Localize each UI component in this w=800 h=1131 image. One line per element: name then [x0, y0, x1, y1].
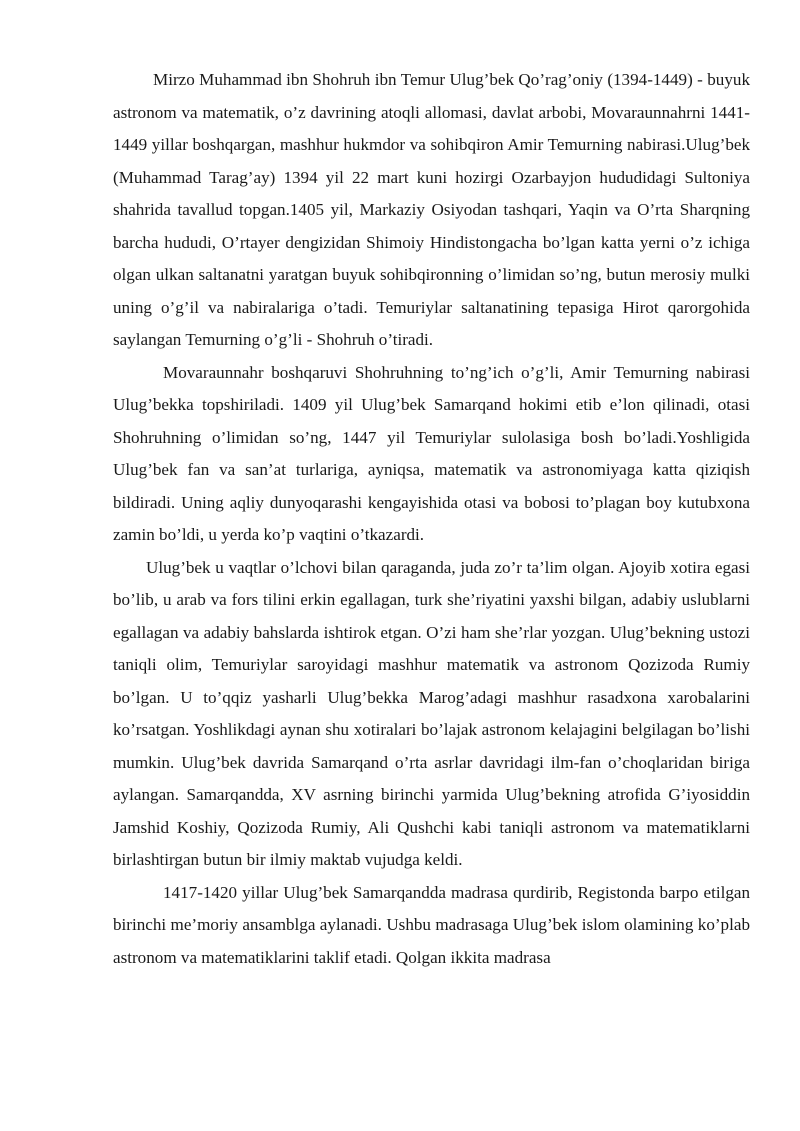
paragraph-2: Movaraunnahr boshqaruvi Shohruhning to’ng’ich o’g’li, Amir Temurning nabirasi Ulug’bekka topshiriladi. 1409 yil Ulug’bek Samarqand hokimi etib e’lon qilinadi, otasi Shohruhning o’limidan so’ng, 1447 yil Temuriylar sulolasiga bosh bo’ladi.Yoshligida Ulug’bek fan va san’at turlariga, ayniqsa, matematik va astronomiyaga katta qiziqish bildiradi. Uning aqliy dunyoqarashi kengayishida otasi va bobosi to’plagan boy kutubxona zamin bo’ldi, u yerda ko’p vaqtini o’tkazardi.: [113, 362, 750, 544]
document-page: [113, 64, 750, 974]
paragraph-4: 1417-1420 yillar Ulug’bek Samarqandda madrasa qurdirib, Registonda barpo etilgan birinchi me’moriy ansamblga aylanadi. Ushbu madrasaga Ulug’bek islom olamining ko’plab astronom va matematiklarini taklif etadi. Qolgan ikkita madrasa: [113, 882, 750, 967]
paragraph-1: Mirzo Muhammad ibn Shohruh ibn Temur Ulug’bek Qo’rag’oniy (1394-1449) - buyuk astronom va matematik, o’z davrining atoqli allomasi, davlat arbobi, Movaraunnahrni 1441-1449 yillar boshqargan, mashhur hukmdor va sohibqiron Amir Temurning nabirasi.Ulug’bek (Muhammad Tarag’ay) 1394 yil 22 mart kuni hozirgi Ozarbayjon hududidagi Sultoniya shahrida tavallud topgan.1405 yil, Markaziy Osiyodan tashqari, Yaqin va O’rta Sharqning barcha hududi, O’rtayer dengizidan Shimoiy Hindistongacha bo’lgan katta yerni o’z ichiga olgan ulkan saltanatni yaratgan buyuk sohibqironning o’limidan so’ng, butun merosiy mulki uning o’g’il va nabiralariga o’tadi. Temuriylar saltanatining tepasiga Hirot qarorgohida saylangan Temurning o’g’li - Shohruh o’tiradi.: [113, 70, 750, 349]
paragraph-3: Ulug’bek u vaqtlar o’lchovi bilan qaraganda, juda zo’r ta’lim olgan. Ajoyib xotira egasi bo’lib, u arab va fors tilini erkin egallagan, turk she’riyatini yaxshi bilgan, adabiy uslublarni egallagan va adabiy bahslarda ishtirok etgan. O’zi ham she’rlar yozgan. Ulug’bekning ustozi taniqli olim, Temuriylar saroyidagi mashhur matematik va astronom Qozizoda Rumiy bo’lgan. U to’qqiz yasharli Ulug’bekka Marog’adagi mashhur rasadxona xarobalarini ko’rsatgan. Yoshlikdagi aynan shu xotiralari bo’lajak astronom kelajagini belgilagan bo’lishi mumkin. Ulug’bek davrida Samarqand o’rta asrlar davridagi ilm-fan o’choqlaridan biriga aylangan. Samarqandda, XV asrning birinchi yarmida Ulug’bekning atrofida G’iyosiddin Jamshid Koshiy, Qozizoda Rumiy, Ali Qushchi kabi taniqli astronom va matematiklarni birlashtirgan butun bir ilmiy maktab vujudga keldi.: [113, 557, 750, 869]
